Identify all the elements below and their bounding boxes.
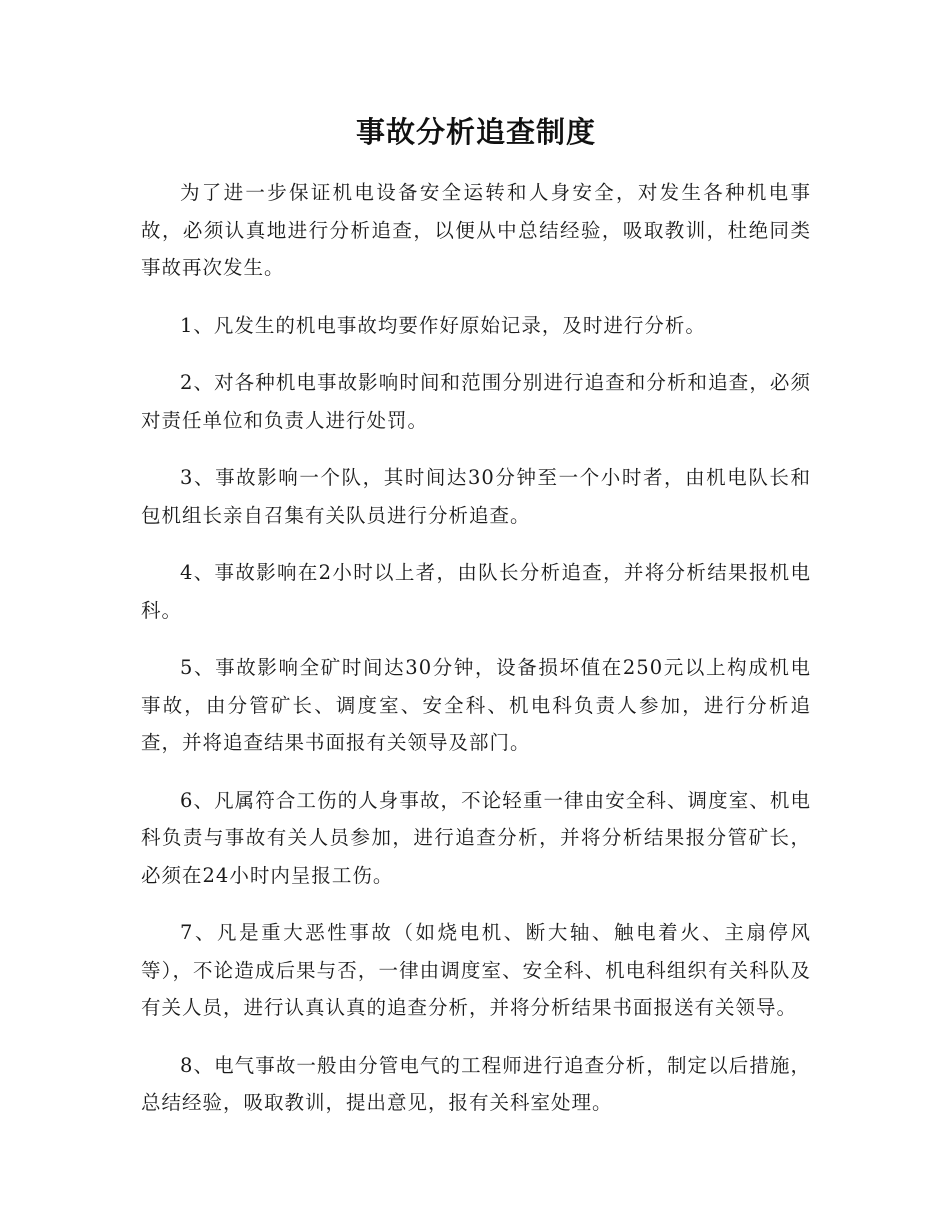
- document-body: [141, 108, 811, 1142]
- clause-5: 5、事故影响全矿时间达30分钟，设备损坏值在250元以上构成机电事故，由分管矿长、调度室、安全科、机电科负责人参加，进行分析追查，并将追查结果书面报有关领导及部门。: [141, 656, 811, 754]
- clause-4: 4、事故影响在2小时以上者，由队长分析追查，并将分析结果报机电科。: [141, 561, 811, 622]
- clause-7: 7、凡是重大恶性事故（如烧电机、断大轴、触电着火、主扇停风等），不论造成后果与否，一律由调度室、安全科、机电科组织有关科队及有关人员，进行认真认真的追查分析，并将分析结果书面报送有关领导。: [141, 921, 811, 1019]
- clause-6: 6、凡属符合工伤的人身事故，不论轻重一律由安全科、调度室、机电科负责与事故有关人员参加，进行追查分析，并将分析结果报分管矿长，必须在24小时内呈报工伤。: [141, 788, 811, 887]
- intro-paragraph: 为了进一步保证机电设备安全运转和人身安全，对发生各种机电事故，必须认真地进行分析追查，以便从中总结经验，吸取教训，杜绝同类事故再次发生。: [141, 181, 811, 279]
- clause-1: 1、凡发生的机电事故均要作好原始记录，及时进行分析。: [180, 313, 706, 337]
- clause-3: 3、事故影响一个队，其时间达30分钟至一个小时者，由机电队长和包机组长亲自召集有关队员进行分析追查。: [141, 466, 811, 527]
- clause-2: 2、对各种机电事故影响时间和范围分别进行追查和分析和追查，必须对责任单位和负责人进行处罚。: [141, 371, 811, 432]
- document-title: 事故分析追查制度: [355, 115, 596, 149]
- clause-8: 8、电气事故一般由分管电气的工程师进行追查分析，制定以后措施，总结经验，吸取教训，提出意见，报有关科室处理。: [141, 1053, 811, 1114]
